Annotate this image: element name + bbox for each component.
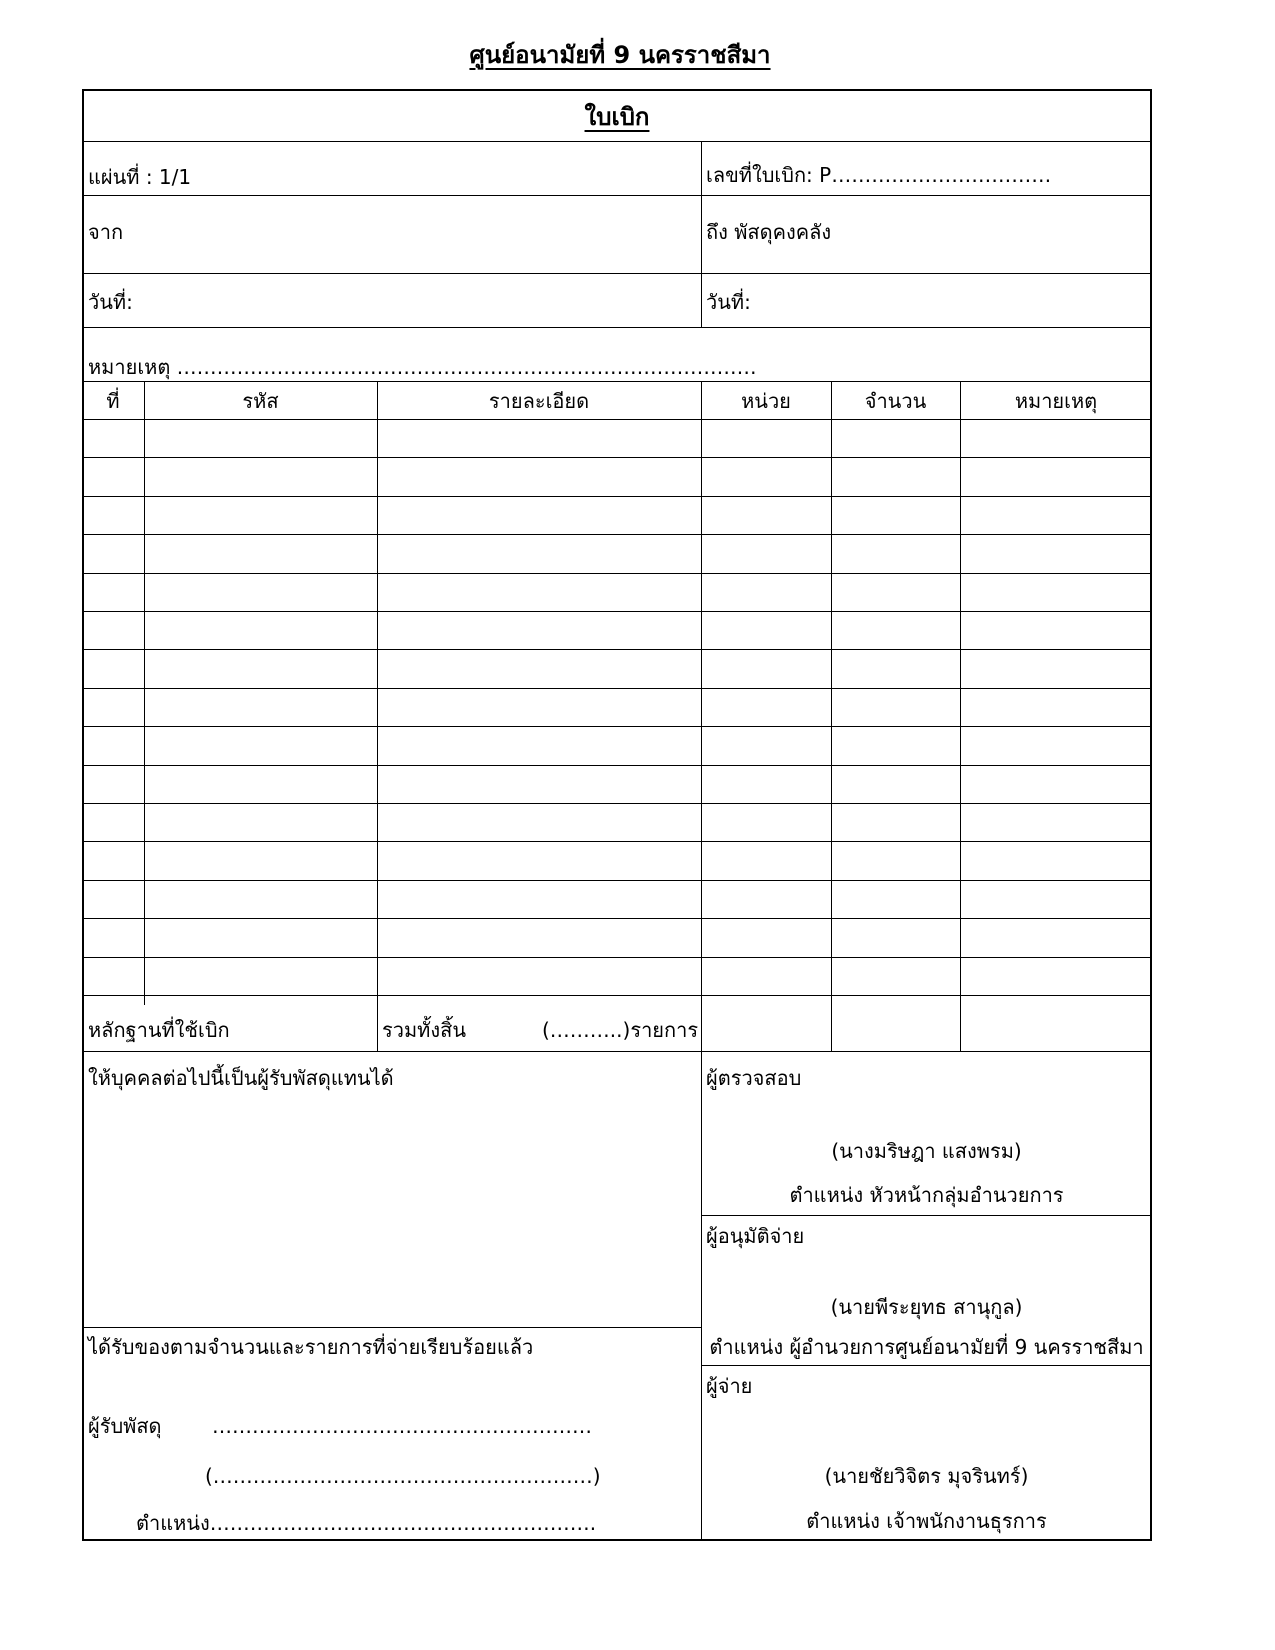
table-row-divider xyxy=(82,611,1152,612)
from-field: จาก xyxy=(88,220,124,244)
voucher-number: เลขที่ใบเบิก: P…………………………… xyxy=(706,163,1052,187)
date-left: วันที่: xyxy=(88,290,133,314)
col-header-detail: รายละเอียด xyxy=(488,389,590,413)
table-row-divider xyxy=(82,649,1152,650)
form-frame xyxy=(82,89,1152,1541)
column-divider xyxy=(144,381,145,1005)
divider xyxy=(82,195,1152,196)
remark-field: หมายเหตุ …………………………………………………………………………… xyxy=(88,355,757,379)
payer-position: ตำแหน่ง เจ้าพนักงานธุรการ xyxy=(806,1509,1047,1533)
total-count: (………..)รายการ xyxy=(542,1018,699,1042)
divider xyxy=(701,1215,1152,1216)
col-header-no: ที่ xyxy=(106,389,120,413)
divider xyxy=(82,273,1152,274)
form-title: ใบเบิก xyxy=(584,103,650,131)
divider xyxy=(82,141,1152,142)
inspector-label: ผู้ตรวจสอบ xyxy=(706,1066,802,1090)
approver-position: ตำแหน่ง ผู้อำนวยการศูนย์อนามัยที่ 9 นครราชสีมา xyxy=(709,1335,1144,1359)
divider xyxy=(701,1365,1152,1366)
table-row-divider xyxy=(82,496,1152,497)
inspector-position: ตำแหน่ง หัวหน้ากลุ่มอำนวยการ xyxy=(789,1183,1064,1207)
col-header-qty: จำนวน xyxy=(864,389,927,413)
to-field: ถึง พัสดุคงคลัง xyxy=(706,220,832,244)
divider xyxy=(82,1051,1152,1052)
table-row-divider xyxy=(82,534,1152,535)
table-row-divider xyxy=(82,841,1152,842)
col-header-unit: หน่วย xyxy=(741,389,791,413)
approver-label: ผู้อนุมัติจ่าย xyxy=(706,1224,805,1248)
table-row-divider xyxy=(82,880,1152,881)
received-confirmation: ได้รับของตามจำนวนและรายการที่จ่ายเรียบร้อยแล้ว xyxy=(88,1335,534,1359)
payer-label: ผู้จ่าย xyxy=(706,1374,753,1398)
table-row-divider xyxy=(82,457,1152,458)
table-row-divider xyxy=(82,726,1152,727)
divider xyxy=(82,381,1152,382)
column-divider xyxy=(960,381,961,1051)
column-divider xyxy=(377,381,378,1051)
table-row-divider xyxy=(82,995,1152,996)
total-label: รวมทั้งสิ้น xyxy=(382,1018,466,1042)
table-row-divider xyxy=(82,688,1152,689)
column-divider xyxy=(831,381,832,1051)
table-row-divider xyxy=(82,803,1152,804)
table-row-divider xyxy=(82,918,1152,919)
table-row-divider xyxy=(82,957,1152,958)
divider xyxy=(82,419,1152,420)
receiver-signature-line: ………………………………………………… xyxy=(212,1414,592,1438)
date-right: วันที่: xyxy=(706,290,751,314)
divider xyxy=(82,1327,701,1328)
receiver-position-line: ตำแหน่ง…………………………………………………. xyxy=(136,1511,597,1535)
table-row-divider xyxy=(82,573,1152,574)
approver-name: (นายพีระยุทธ สานุกูล) xyxy=(830,1295,1023,1319)
col-header-code: รหัส xyxy=(242,389,279,413)
divider xyxy=(82,327,1152,328)
sheet-number: แผ่นที่ : 1/1 xyxy=(88,165,192,189)
table-row-divider xyxy=(82,765,1152,766)
col-header-remark: หมายเหตุ xyxy=(1014,389,1098,413)
evidence-label: หลักฐานที่ใช้เบิก xyxy=(88,1018,230,1042)
receiver-name-line: (…………………………………………………) xyxy=(205,1464,601,1488)
column-divider xyxy=(701,381,702,1541)
receiver-label: ผู้รับพัสดุ xyxy=(88,1414,162,1438)
inspector-name: (นางมริษฎา แสงพรม) xyxy=(831,1139,1022,1163)
proxy-receiver-text: ให้บุคคลต่อไปนี้เป็นผู้รับพัสดุแทนได้ xyxy=(88,1066,394,1090)
divider xyxy=(701,141,702,327)
org-title: ศูนย์อนามัยที่ 9 นครราชสีมา xyxy=(469,41,771,69)
payer-name: (นายชัยวิจิตร มุจรินทร์) xyxy=(824,1464,1029,1488)
